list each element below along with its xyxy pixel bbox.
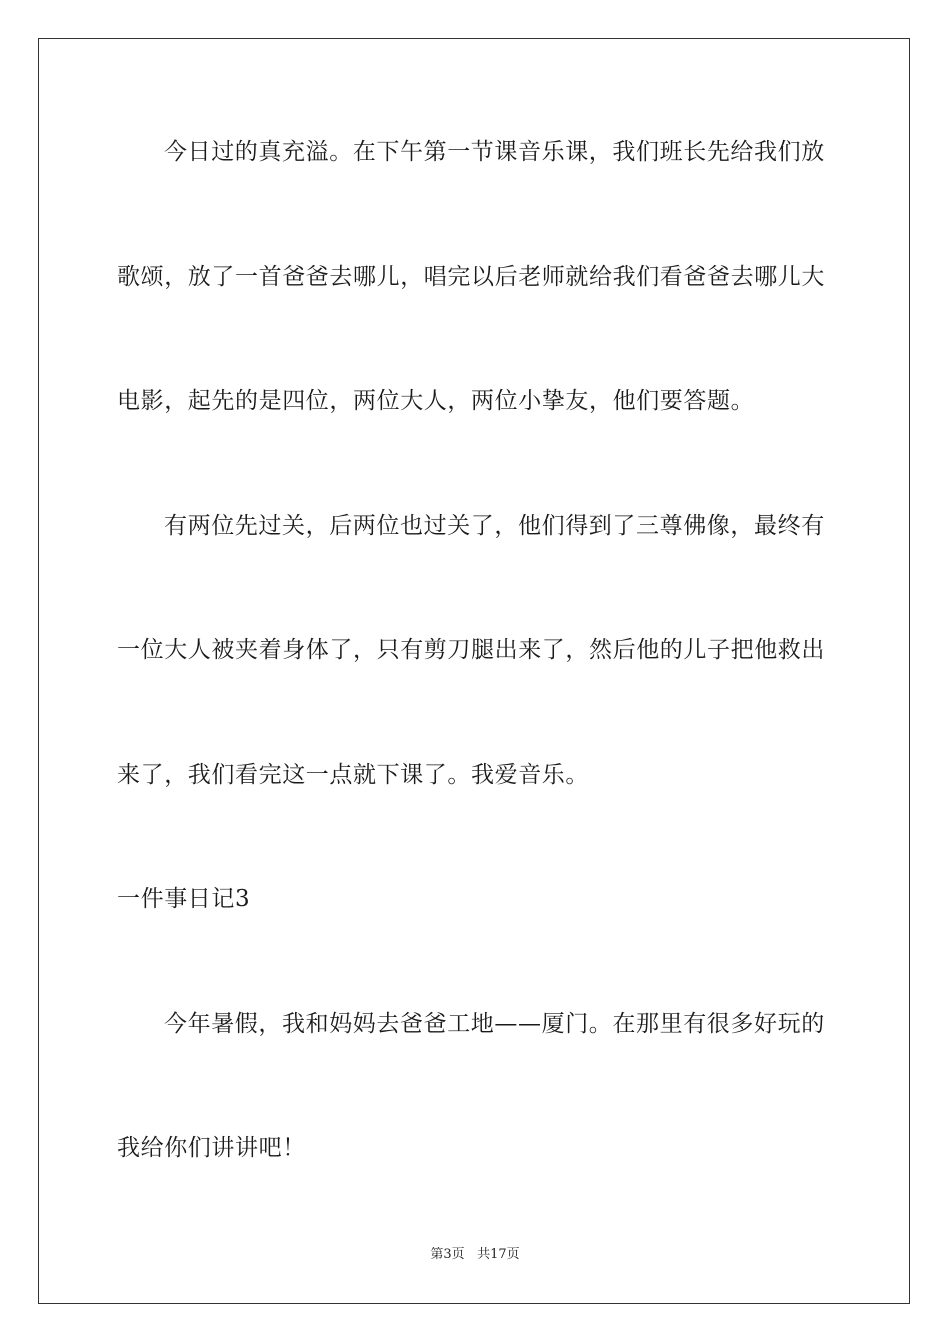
paragraph-line: 电影，起先的是四位，两位大人，两位小挚友，他们要答题。 — [117, 388, 755, 414]
paragraph-line: 有两位先过关，后两位也过关了，他们得到了三尊佛像，最终有 — [164, 513, 825, 539]
page-footer — [0, 1246, 950, 1264]
paragraph-line: 今年暑假，我和妈妈去爸爸工地——厦门。在那里有很多好玩的 — [164, 1011, 825, 1037]
page-total: 共17页 — [477, 1247, 520, 1262]
paragraph-line: 我给你们讲讲吧！ — [117, 1135, 306, 1161]
paragraph-line: 歌颂，放了一首爸爸去哪儿，唱完以后老师就给我们看爸爸去哪儿大 — [117, 264, 825, 290]
paragraph-line: 一位大人被夹着身体了，只有剪刀腿出来了，然后他的儿子把他救出 — [117, 637, 825, 663]
section-heading: 一件事日记3 — [117, 886, 251, 912]
page-number: 第3页 — [430, 1247, 465, 1262]
paragraph-line: 来了，我们看完这一点就下课了。我爱音乐。 — [117, 762, 589, 788]
page-border — [38, 38, 910, 1304]
paragraph-line: 今日过的真充溢。在下午第一节课音乐课，我们班长先给我们放 — [164, 139, 825, 165]
